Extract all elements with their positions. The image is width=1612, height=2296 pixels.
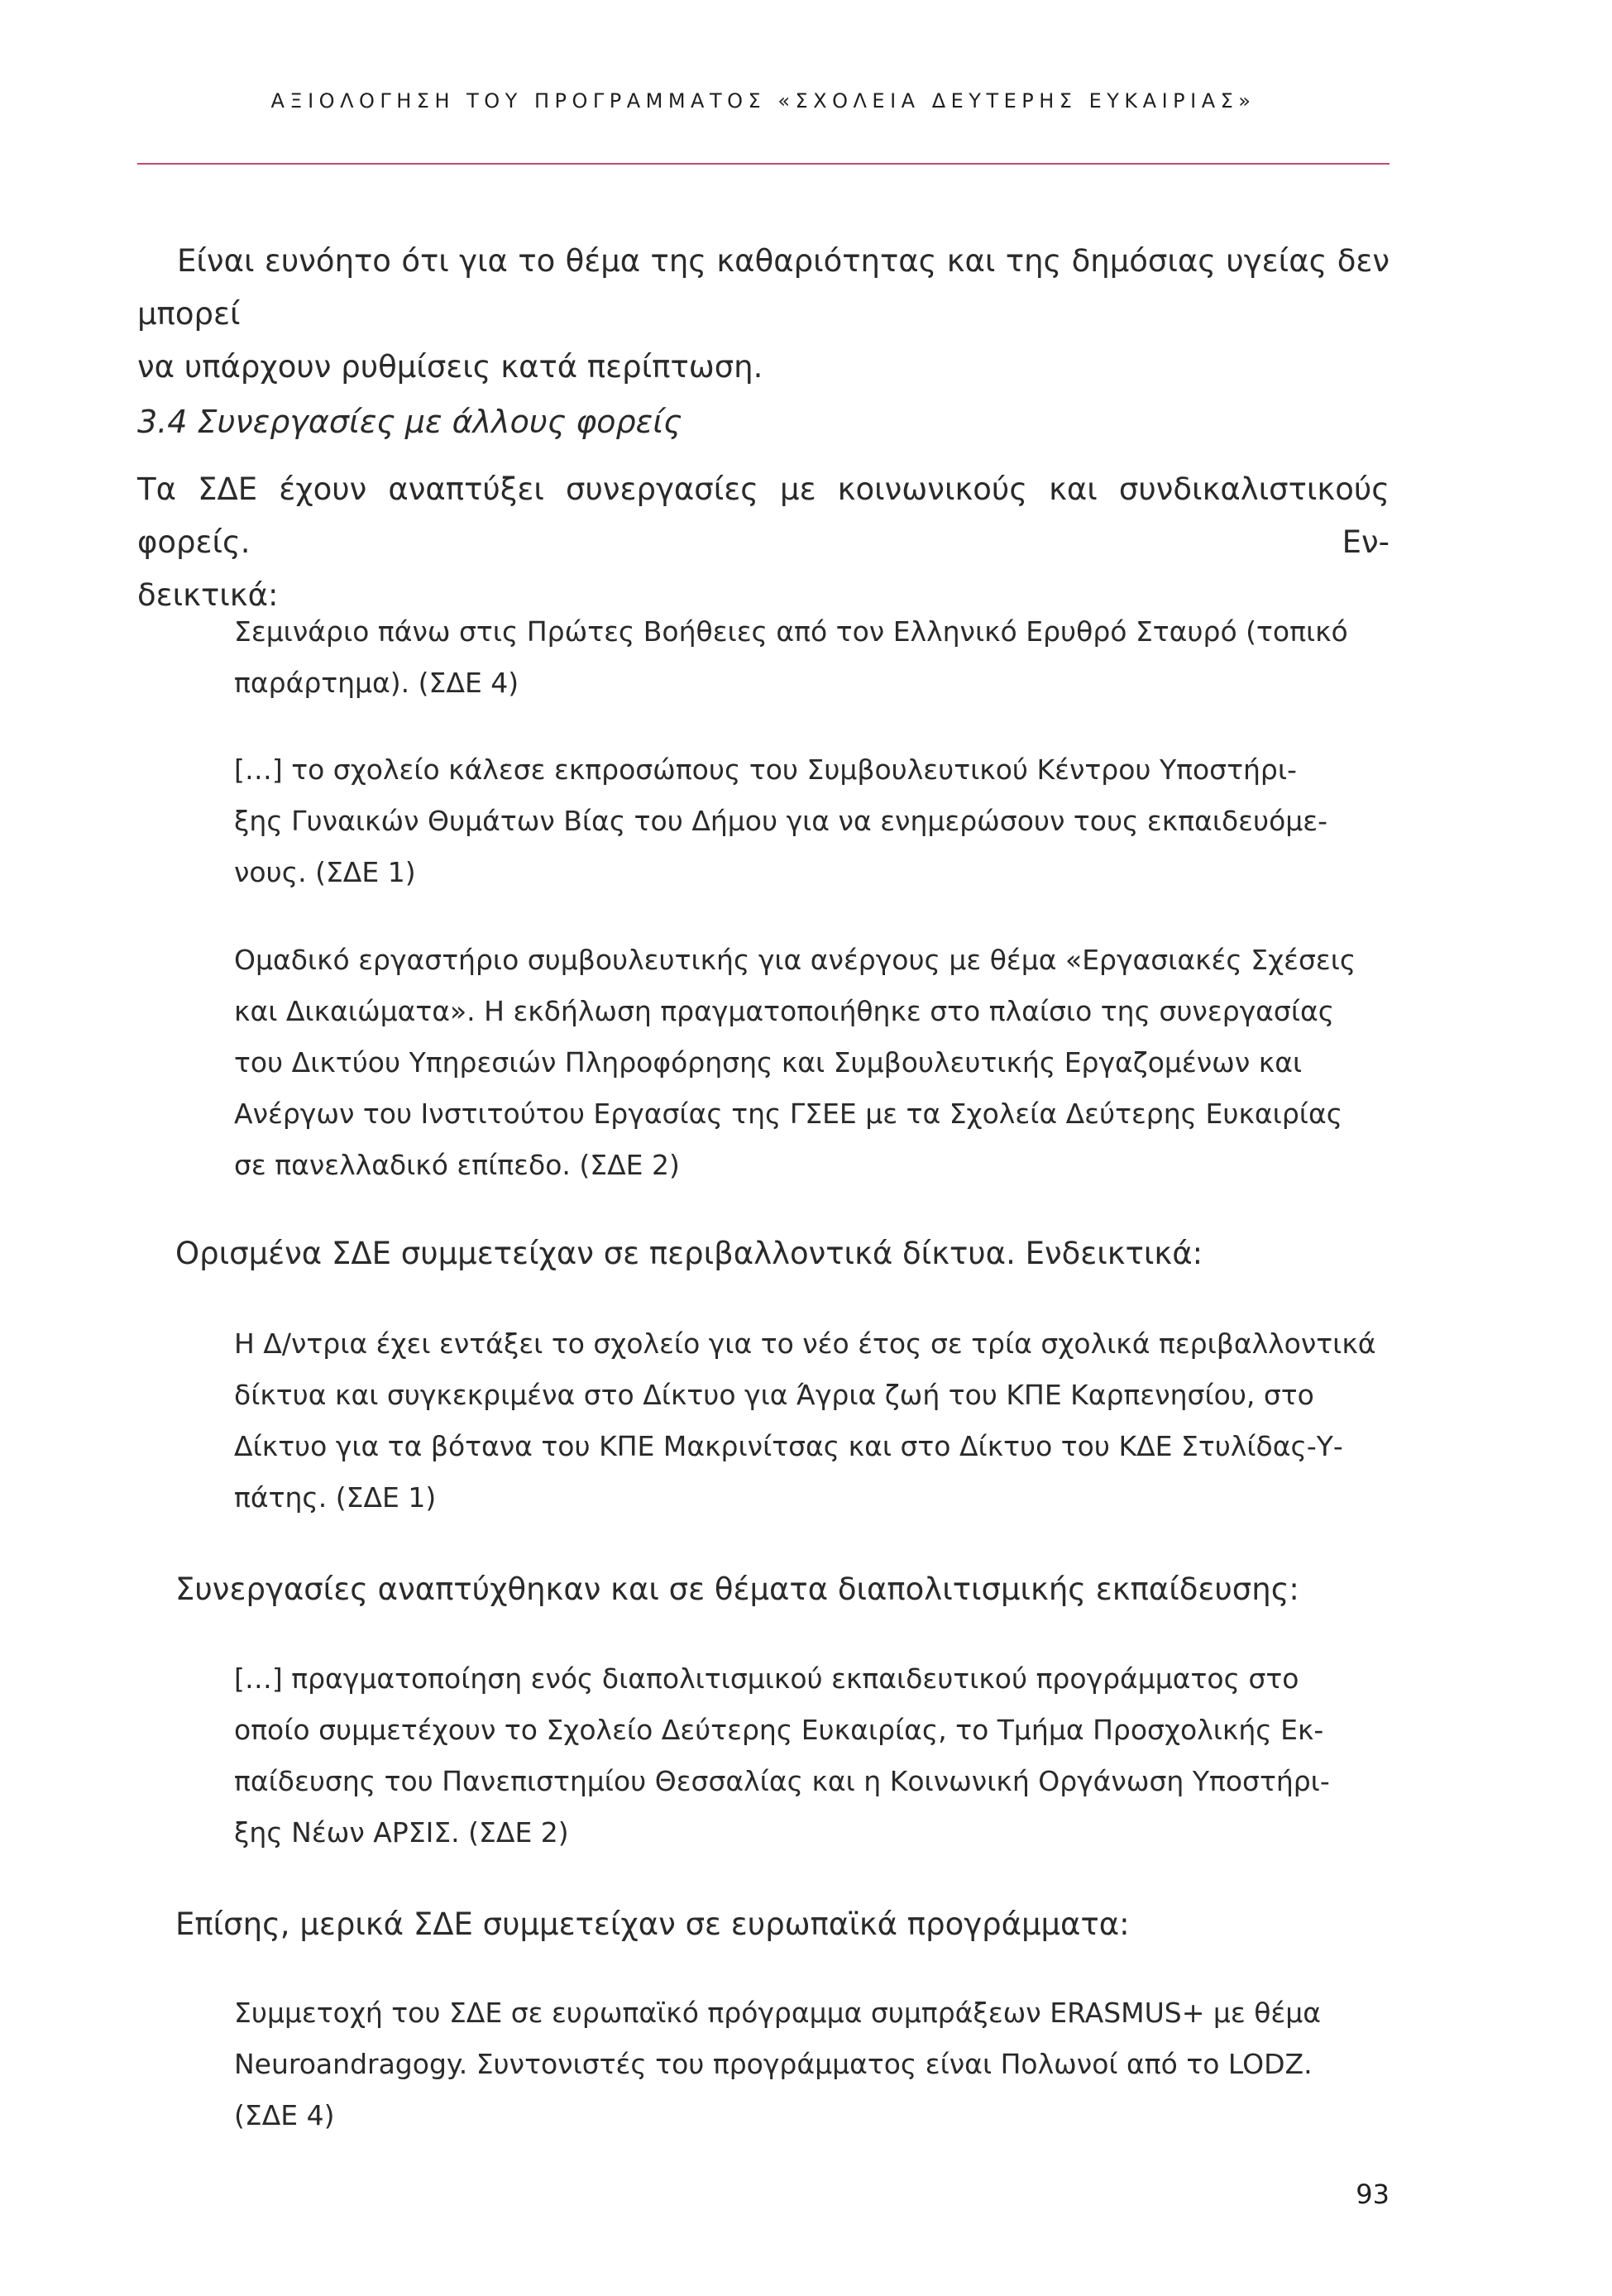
quote-environmental-networks — [234, 1318, 1376, 1523]
lead-line-1: Τα ΣΔΕ έχουν αναπτύξει συνεργασίες με κοινωνικούς και συνδικαλιστικούς φορείς. Εν- — [137, 471, 1390, 560]
quote-line: παίδευσης του Πανεπιστημίου Θεσσαλίας και η Κοινωνική Οργάνωση Υποστήρι- — [234, 1765, 1330, 1797]
quote-line: Ομαδικό εργαστήριο συμβουλευτικής για ανέργους με θέμα «Εργασιακές Σχέσεις — [234, 944, 1356, 976]
quote-first-aid — [234, 606, 1348, 709]
quote-erasmus — [234, 1987, 1321, 2141]
section-heading: 3.4 Συνεργασίες με άλλους φορείς — [137, 404, 682, 440]
quote-line: πάτης. (ΣΔΕ 1) — [234, 1481, 437, 1514]
intro-line-2: να υπάρχουν ρυθμίσεις κατά περίπτωση. — [137, 349, 763, 385]
connector-intercultural-text: Συνεργασίες αναπτύχθηκαν και σε θέματα διαπολιτισμικής εκπαίδευσης: — [175, 1571, 1299, 1607]
quote-line: Δίκτυο για τα βότανα του ΚΠΕ Μακρινίτσας και στο Δίκτυο του ΚΔΕ Στυλίδας-Υ- — [234, 1430, 1343, 1462]
quote-line: νους. (ΣΔΕ 1) — [234, 856, 416, 888]
header-rule — [137, 163, 1390, 165]
quote-counselling-centre — [234, 744, 1328, 898]
intro-paragraph — [137, 235, 1390, 394]
quote-line: (ΣΔΕ 4) — [234, 2099, 335, 2131]
connector-intercultural — [175, 1563, 1333, 1616]
quote-line: ξης Γυναικών Θυμάτων Βίας του Δήμου για να ενημερώσουν τους εκπαιδευόμε- — [234, 805, 1328, 837]
quote-line: του Δικτύου Υπηρεσιών Πληροφόρησης και Συμβουλευτικής Εργαζομένων και — [234, 1046, 1303, 1079]
running-header: ΑΞΙΟΛΟΓΗΣΗ ΤΟΥ ΠΡΟΓΡΑΜΜΑΤΟΣ «ΣΧΟΛΕΙΑ ΔΕΥΤΕΡΗΣ ΕΥΚΑΙΡΙΑΣ» — [270, 89, 1256, 112]
quote-line: δίκτυα και συγκεκριμένα στο Δίκτυο για Άγρια ζωή του ΚΠΕ Καρπενησίου, στο — [234, 1379, 1314, 1411]
quote-intercultural-programme — [234, 1653, 1330, 1858]
quote-line: […] πραγματοποίηση ενός διαπολιτισμικού εκπαιδευτικού προγράμματος στο — [234, 1662, 1299, 1695]
quote-line: Σεμινάριο πάνω στις Πρώτες Βοήθειες από τον Ελληνικό Ερυθρό Σταυρό (τοπικό — [234, 615, 1348, 648]
quote-line: ξης Νέων ΑΡΣΙΣ. (ΣΔΕ 2) — [234, 1816, 569, 1849]
quote-line: […] το σχολείο κάλεσε εκπροσώπους του Συμβουλευτικού Κέντρου Υποστήρι- — [234, 753, 1297, 786]
page-number: 93 — [1356, 2179, 1390, 2210]
quote-line: Neuroandragogy. Συντονιστές του προγράμματος είναι Πολωνοί από το LODZ. — [234, 2048, 1313, 2080]
quote-line: παράρτημα). (ΣΔΕ 4) — [234, 667, 519, 699]
intro-line-1: Είναι ευνόητο ότι για το θέμα της καθαριότητας και της δημόσιας υγείας δεν μπορεί — [137, 243, 1390, 332]
quote-line: οποίο συμμετέχουν το Σχολείο Δεύτερης Ευκαιρίας, το Τμήμα Προσχολικής Εκ- — [234, 1714, 1324, 1746]
quote-line: Η Δ/ντρια έχει εντάξει το σχολείο για το νέο έτος σε τρία σχολικά περιβαλλοντικά — [234, 1327, 1376, 1360]
quote-line: και Δικαιώματα». Η εκδήλωση πραγματοποιήθηκε στο πλαίσιο της συνεργασίας — [234, 995, 1335, 1027]
quote-line: Ανέργων του Ινστιτούτου Εργασίας της ΓΣΕΕ με τα Σχολεία Δεύτερης Ευκαιρίας — [234, 1098, 1343, 1130]
lead-paragraph — [137, 463, 1390, 622]
lead-line-2: δεικτικά: — [137, 577, 279, 613]
connector-environment — [175, 1227, 1333, 1280]
connector-environment-text: Ορισμένα ΣΔΕ συμμετείχαν σε περιβαλλοντικά δίκτυα. Ενδεικτικά: — [175, 1236, 1203, 1271]
quote-line: Συμμετοχή του ΣΔΕ σε ευρωπαϊκό πρόγραμμα συμπράξεων ERASMUS+ με θέμα — [234, 1997, 1321, 2029]
connector-european-text: Επίσης, μερικά ΣΔΕ συμμετείχαν σε ευρωπαϊκά προγράμματα: — [175, 1906, 1130, 1942]
connector-european — [175, 1898, 1333, 1951]
quote-line: σε πανελλαδικό επίπεδο. (ΣΔΕ 2) — [234, 1149, 680, 1181]
quote-gsee-workshop — [234, 935, 1356, 1191]
